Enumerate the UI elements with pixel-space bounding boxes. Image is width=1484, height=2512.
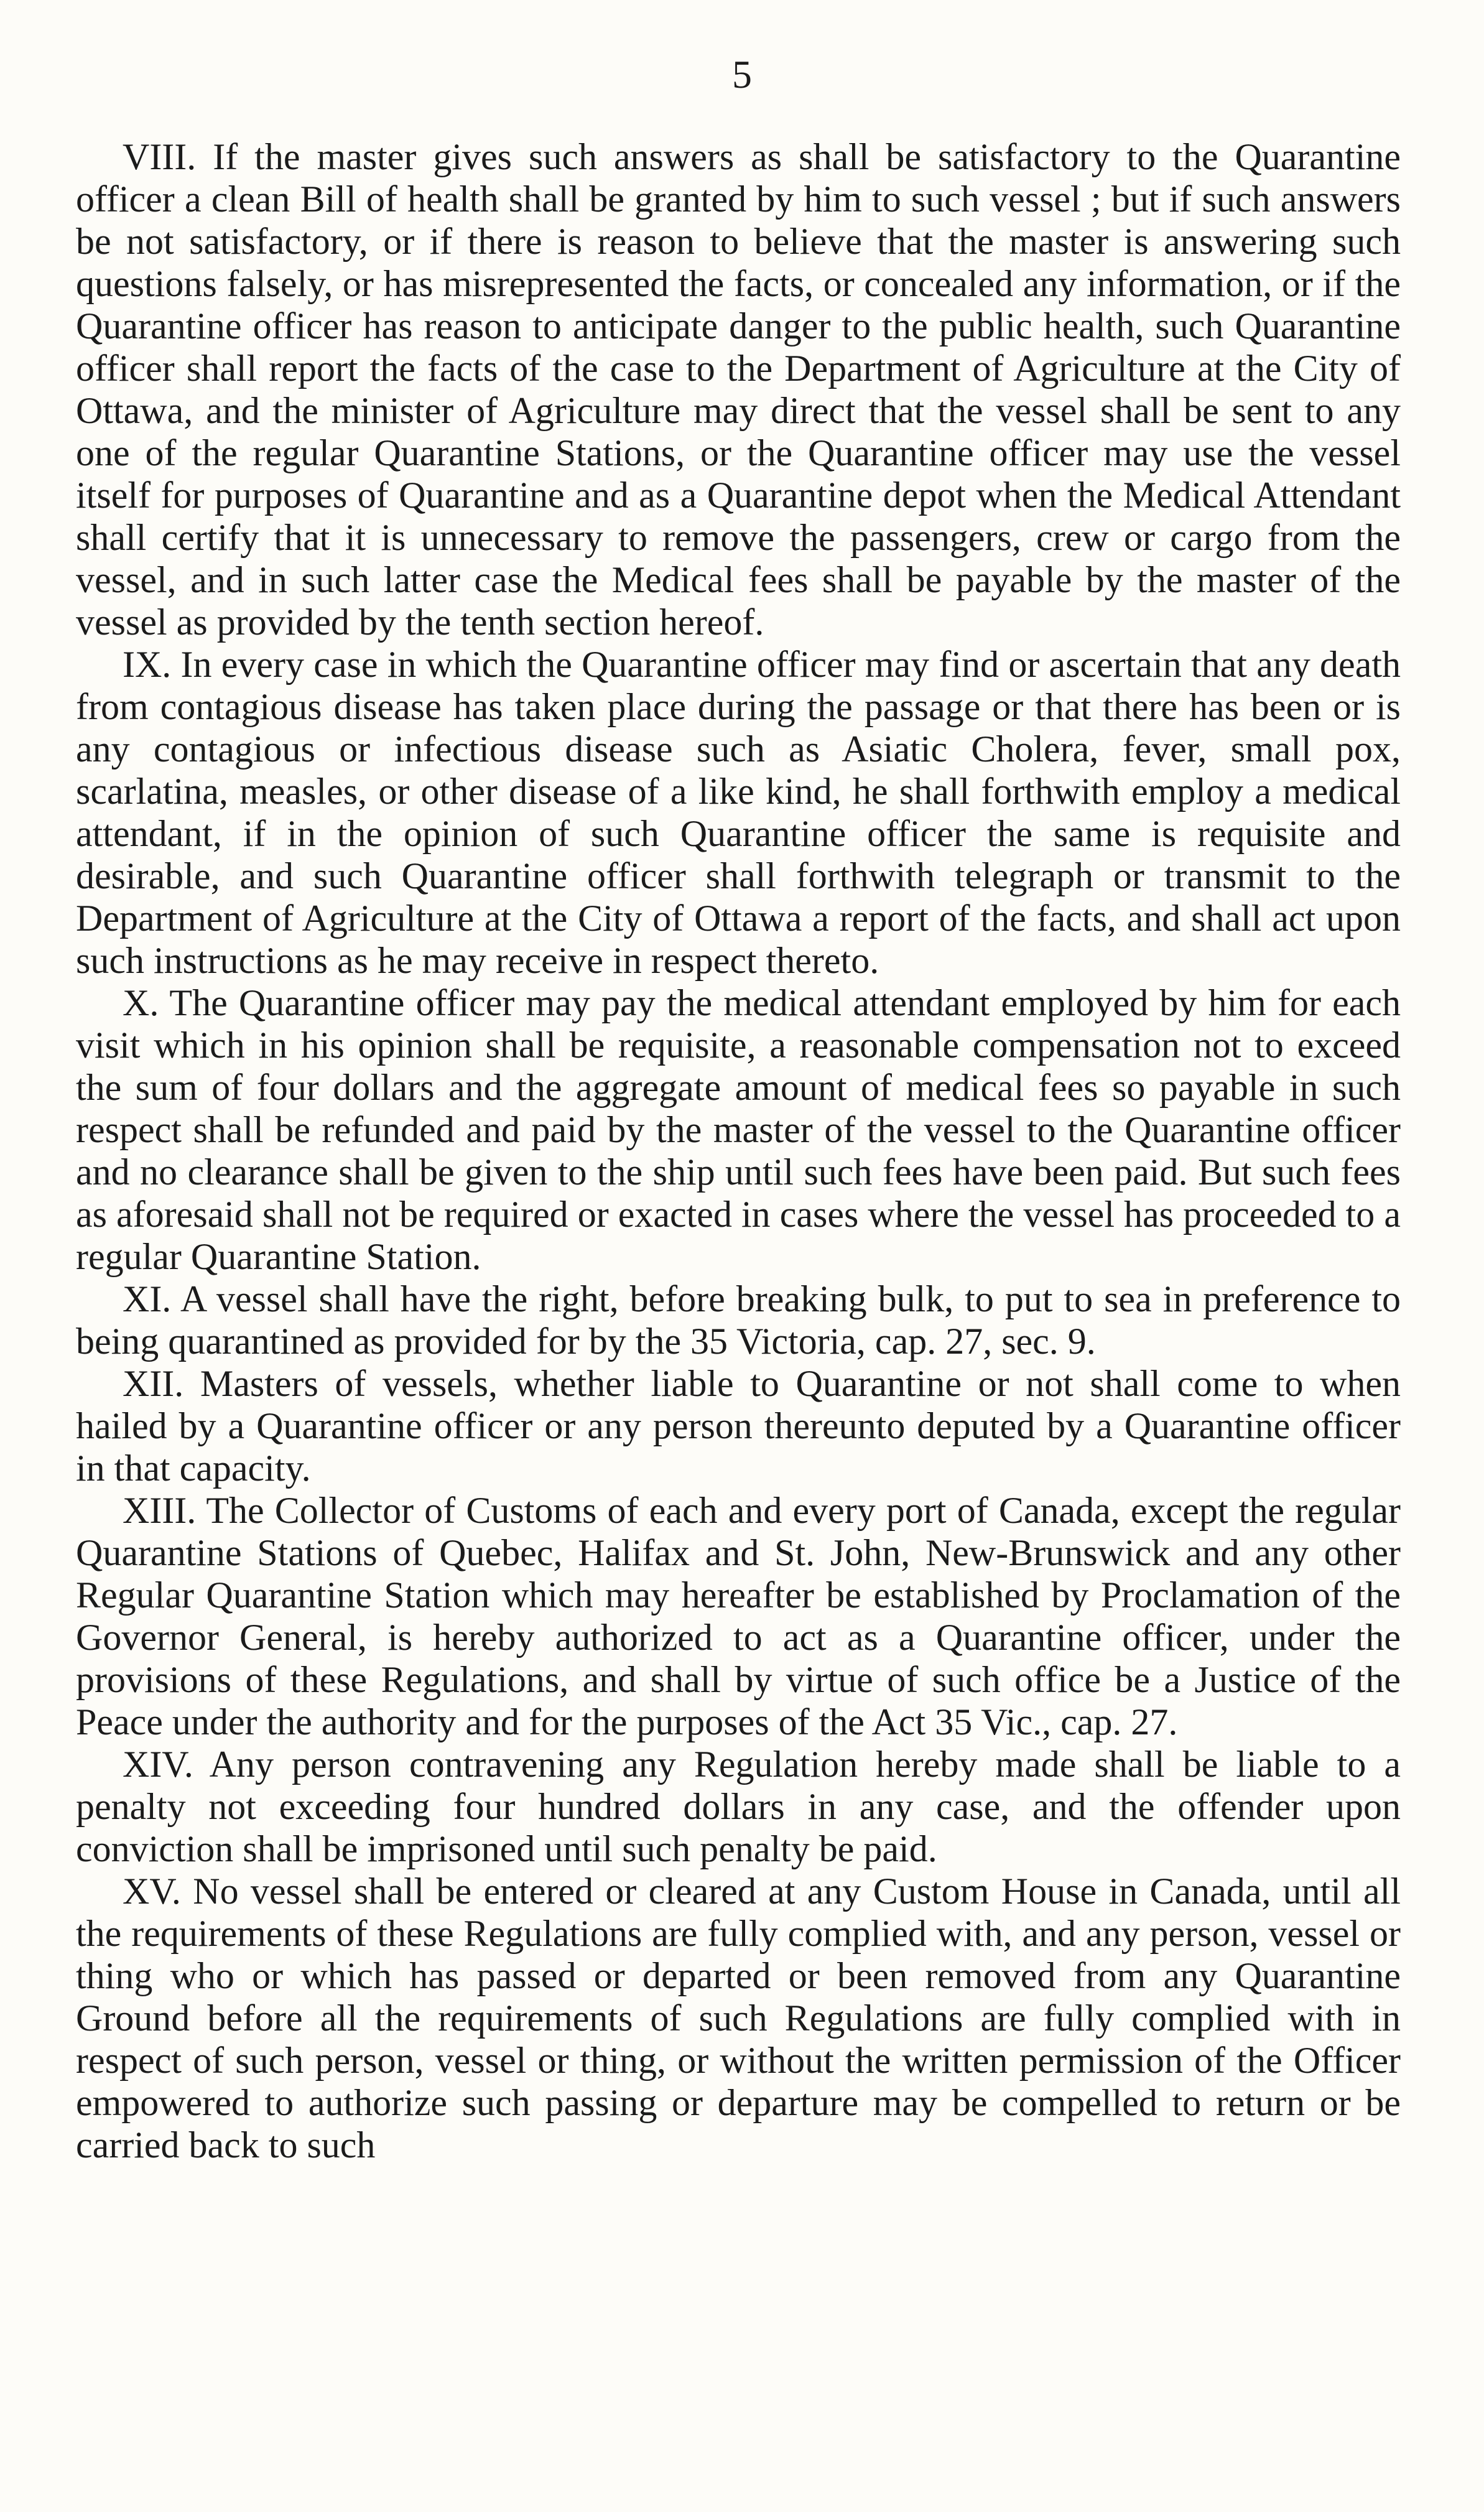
paragraph-section-ix: IX. In every case in which the Quarantine officer may find or ascertain that any death from contagious disease has taken place during the passage or that there has been or is any contagious or infectious disease such as Asiatic Cholera, fever, small pox, scarlatina, measles, or other disease of a like kind, he shall forthwith employ a medical attendant, if in the opinion of such Quarantine officer the same is requisite and desirable, and such Quarantine officer shall forthwith telegraph or transmit to the Department of Agriculture at the City of Ottawa a report of the facts, and shall act upon such instructions as he may receive in respect thereto. bbox=[76, 644, 1401, 981]
paragraph-section-xiv: XIV. Any person contravening any Regulation hereby made shall be liable to a penalty not exceeding four hundred dollars in any case, and the offender upon conviction shall be imprisoned until such penalty be paid. bbox=[76, 1744, 1401, 1869]
paragraph-section-xi: XI. A vessel shall have the right, before breaking bulk, to put to sea in preference to being quarantined as provided for by the 35 Victoria, cap. 27, sec. 9. bbox=[76, 1278, 1401, 1362]
paragraph-section-xii: XII. Masters of vessels, whether liable to Quarantine or not shall come to when hailed by a Quarantine officer or any person thereunto deputed by a Quarantine officer in that capacity. bbox=[76, 1363, 1401, 1489]
paragraph-section-viii: VIII. If the master gives such answers as shall be satisfactory to the Quarantine officer a clean Bill of health shall be granted by him to such vessel ; but if such answers be not satisfactory, or if there is reason to believe that the master is answering such questions falsely, or has misrepresented the facts, or concealed any information, or if the Quarantine officer has reason to anticipate danger to the public health, such Quarantine officer shall report the facts of the case to the Department of Agriculture at the City of Ottawa, and the minister of Agriculture may direct that the vessel shall be sent to any one of the regular Quarantine Stations, or the Quarantine officer may use the vessel itself for purposes of Quarantine and as a Quarantine depot when the Medical Attendant shall certify that it is unnecessary to remove the passengers, crew or cargo from the vessel, and in such latter case the Medical fees shall be payable by the master of the vessel as provided by the tenth section hereof. bbox=[76, 136, 1401, 643]
page-number: 5 bbox=[732, 52, 752, 96]
paragraph-section-xiii: XIII. The Collector of Customs of each and every port of Canada, except the regular Quarantine Stations of Quebec, Halifax and St. John, New-Brunswick and any other Regular Quarantine Station which may hereafter be established by Proclamation of the Governor General, is hereby authorized to act as a Quarantine officer, under the provisions of these Regulations, and shall by virtue of such office be a Justice of the Peace under the authority and for the purposes of the Act 35 Vic., cap. 27. bbox=[76, 1490, 1401, 1742]
paragraph-section-x: X. The Quarantine officer may pay the medical attendant employed by him for each visit which in his opinion shall be requisite, a reasonable compensation not to exceed the sum of four dollars and the aggregate amount of medical fees so payable in such respect shall be refunded and paid by the master of the vessel to the Quarantine officer and no clearance shall be given to the ship until such fees have been paid. But such fees as aforesaid shall not be required or exacted in cases where the vessel has proceeded to a regular Quarantine Station. bbox=[76, 982, 1401, 1277]
document-body bbox=[76, 136, 1401, 2166]
paragraph-section-xv: XV. No vessel shall be entered or cleared at any Custom House in Canada, until all the requirements of these Regulations are fully complied with, and any person, vessel or thing who or which has passed or departed or been removed from any Quarantine Ground before all the requirements of such Regulations are fully complied with in respect of such person, vessel or thing, or without the written permission of the Officer empowered to authorize such passing or departure may be compelled to return or be carried back to such bbox=[76, 1871, 1401, 2165]
